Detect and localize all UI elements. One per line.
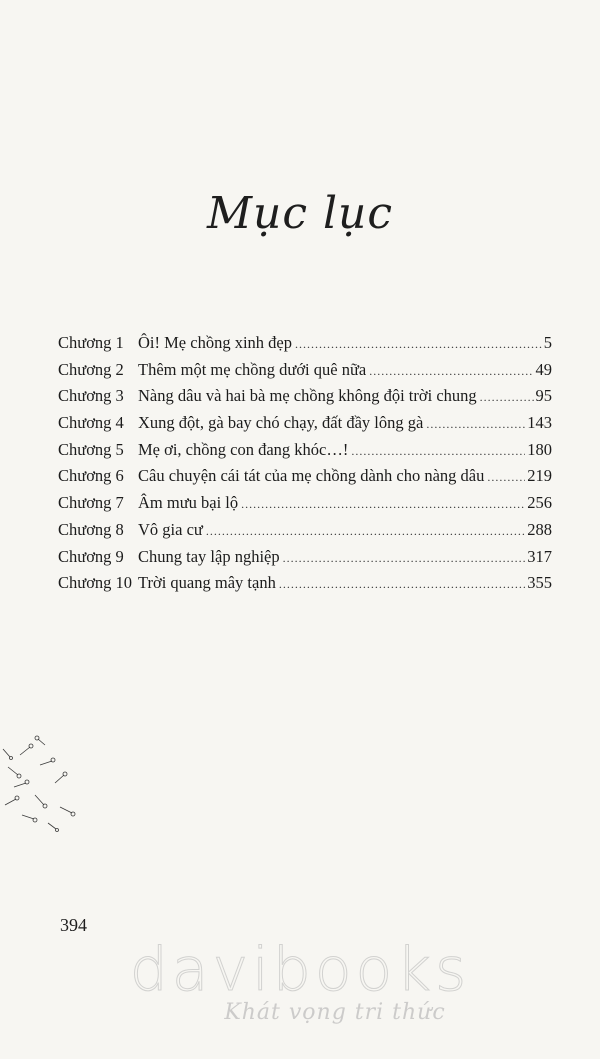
chapter-page: 288 xyxy=(527,519,552,539)
chapter-title: Câu chuyện cái tát của mẹ chồng dành cho nàng dâu xyxy=(138,466,485,486)
chapter-title: Chung tay lập nghiệp xyxy=(138,546,280,566)
chapter-title: Nàng dâu và hai bà mẹ chồng không đội trời chung xyxy=(138,386,477,406)
chapter-page: 317 xyxy=(527,546,552,566)
dot-leader xyxy=(241,491,525,518)
chapter-title: Ôi! Mẹ chồng xinh đẹp xyxy=(138,333,292,352)
dot-leader xyxy=(480,384,534,411)
dot-leader xyxy=(283,545,526,572)
page-number: 394 xyxy=(60,915,87,935)
chapter-number: Chương 2 xyxy=(58,359,124,379)
chapter-title: Thêm một mẹ chồng dưới quê nữa xyxy=(138,359,367,379)
chapter-page: 143 xyxy=(527,413,552,433)
chapter-number: Chương 10 xyxy=(58,573,133,593)
toc-row[interactable] xyxy=(58,410,552,437)
dot-leader xyxy=(351,438,525,465)
watermark-brand: davibooks xyxy=(129,935,471,1005)
chapter-title: Vô gia cư xyxy=(138,519,203,539)
chapter-number: Chương 5 xyxy=(58,439,124,459)
chapter-title: Mẹ ơi, chồng con đang khóc…! xyxy=(138,439,349,459)
chapter-page: 219 xyxy=(527,466,552,486)
dot-leader xyxy=(369,358,533,385)
chapter-number: Chương 8 xyxy=(58,519,124,539)
toc-row[interactable] xyxy=(58,357,552,384)
dot-leader xyxy=(206,518,525,545)
chapter-title: Âm mưu bại lộ xyxy=(138,493,239,513)
chapter-number: Chương 1 xyxy=(58,333,124,352)
chapter-number: Chương 9 xyxy=(58,546,124,566)
chapter-page: 355 xyxy=(527,573,552,593)
chapter-page: 180 xyxy=(527,439,552,459)
watermark-tagline: Khát vọng tri thức xyxy=(224,1000,446,1025)
toc-row[interactable] xyxy=(58,544,552,571)
toc-row[interactable] xyxy=(58,490,552,517)
chapter-page: 256 xyxy=(527,493,552,513)
chapter-page: 49 xyxy=(535,359,552,379)
chapter-number: Chương 7 xyxy=(58,493,124,513)
toc-row[interactable] xyxy=(58,330,552,357)
page-title: Mục lục xyxy=(206,188,394,239)
chapter-number: Chương 4 xyxy=(58,413,124,433)
toc-row[interactable] xyxy=(58,383,552,410)
dot-leader xyxy=(295,331,542,358)
dandelion-seeds-icon xyxy=(0,735,90,835)
toc-row[interactable] xyxy=(58,463,552,490)
dot-leader xyxy=(279,571,525,598)
table-of-contents xyxy=(58,330,552,597)
toc-row[interactable] xyxy=(58,517,552,544)
chapter-page: 5 xyxy=(543,333,552,352)
chapter-title: Trời quang mây tạnh xyxy=(138,573,276,593)
chapter-number: Chương 6 xyxy=(58,466,124,486)
chapter-title: Xung đột, gà bay chó chạy, đất đầy lông gà xyxy=(138,413,424,433)
chapter-number: Chương 3 xyxy=(58,386,124,406)
chapter-page: 95 xyxy=(535,386,552,406)
dot-leader xyxy=(426,411,525,438)
dot-leader xyxy=(487,464,525,491)
toc-row[interactable] xyxy=(58,570,552,597)
toc-row[interactable] xyxy=(58,437,552,464)
